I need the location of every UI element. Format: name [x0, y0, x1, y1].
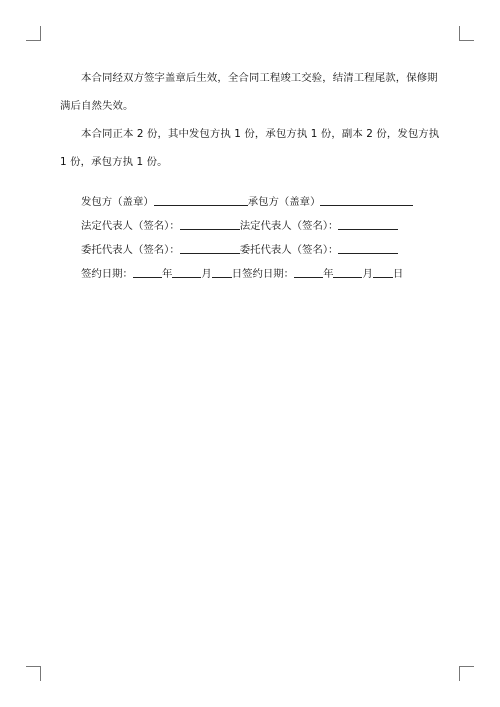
- contractor-day-unit: 日: [392, 268, 404, 280]
- employer-seal-blank[interactable]: [154, 194, 248, 206]
- employer-month-unit: 月: [201, 268, 212, 280]
- contractor-seal-blank[interactable]: [320, 194, 413, 206]
- employer-seal-label: 发包方（盖章）: [81, 196, 154, 208]
- contractor-sign-date-label: 签约日期：: [242, 268, 295, 280]
- employer-year-blank[interactable]: [133, 266, 162, 278]
- copies-clause: 本合同正本 2 份，其中发包方执 1 份，承包方执 1 份，副本 2 份，发包方执 1 份，承包方执 1 份。: [60, 128, 440, 168]
- effect-clause: 本合同经双方签字盖章后生效，全合同工程竣工交验，结清工程尾款，保修期满后自然失效。: [60, 72, 438, 112]
- employer-entrusted-rep-label: 委托代表人（签名）：: [81, 244, 180, 256]
- crop-mark-top-left: [26, 26, 41, 41]
- crop-mark-bottom-left: [26, 666, 41, 681]
- employer-legal-rep-label: 法定代表人（签名）：: [81, 220, 180, 232]
- contractor-legal-rep-label: 法定代表人（签名）：: [239, 220, 339, 232]
- document-body: [60, 64, 445, 280]
- employer-legal-rep-blank[interactable]: [180, 218, 240, 230]
- contractor-month-unit: 月: [362, 268, 373, 280]
- employer-day-blank[interactable]: [212, 266, 232, 278]
- entrusted-rep-row: [81, 232, 445, 256]
- contractor-seal-label: 承包方（盖章）: [247, 196, 321, 208]
- contractor-day-blank[interactable]: [373, 266, 393, 278]
- legal-rep-row: [81, 208, 445, 232]
- crop-mark-top-right: [459, 26, 474, 41]
- contractor-entrusted-rep-blank[interactable]: [338, 242, 398, 254]
- contractor-year-blank[interactable]: [294, 266, 323, 278]
- employer-day-unit: 日: [231, 268, 243, 280]
- contractor-month-blank[interactable]: [333, 266, 362, 278]
- employer-month-blank[interactable]: [172, 266, 201, 278]
- crop-mark-bottom-right: [459, 666, 474, 681]
- employer-sign-date-label: 签约日期：: [81, 268, 133, 280]
- contractor-legal-rep-blank[interactable]: [338, 218, 398, 230]
- sign-date-row: [81, 256, 445, 280]
- contractor-entrusted-rep-label: 委托代表人（签名）：: [239, 244, 339, 256]
- seal-row: [81, 184, 445, 208]
- employer-year-unit: 年: [161, 268, 173, 280]
- employer-entrusted-rep-blank[interactable]: [180, 242, 240, 254]
- contractor-year-unit: 年: [323, 268, 334, 280]
